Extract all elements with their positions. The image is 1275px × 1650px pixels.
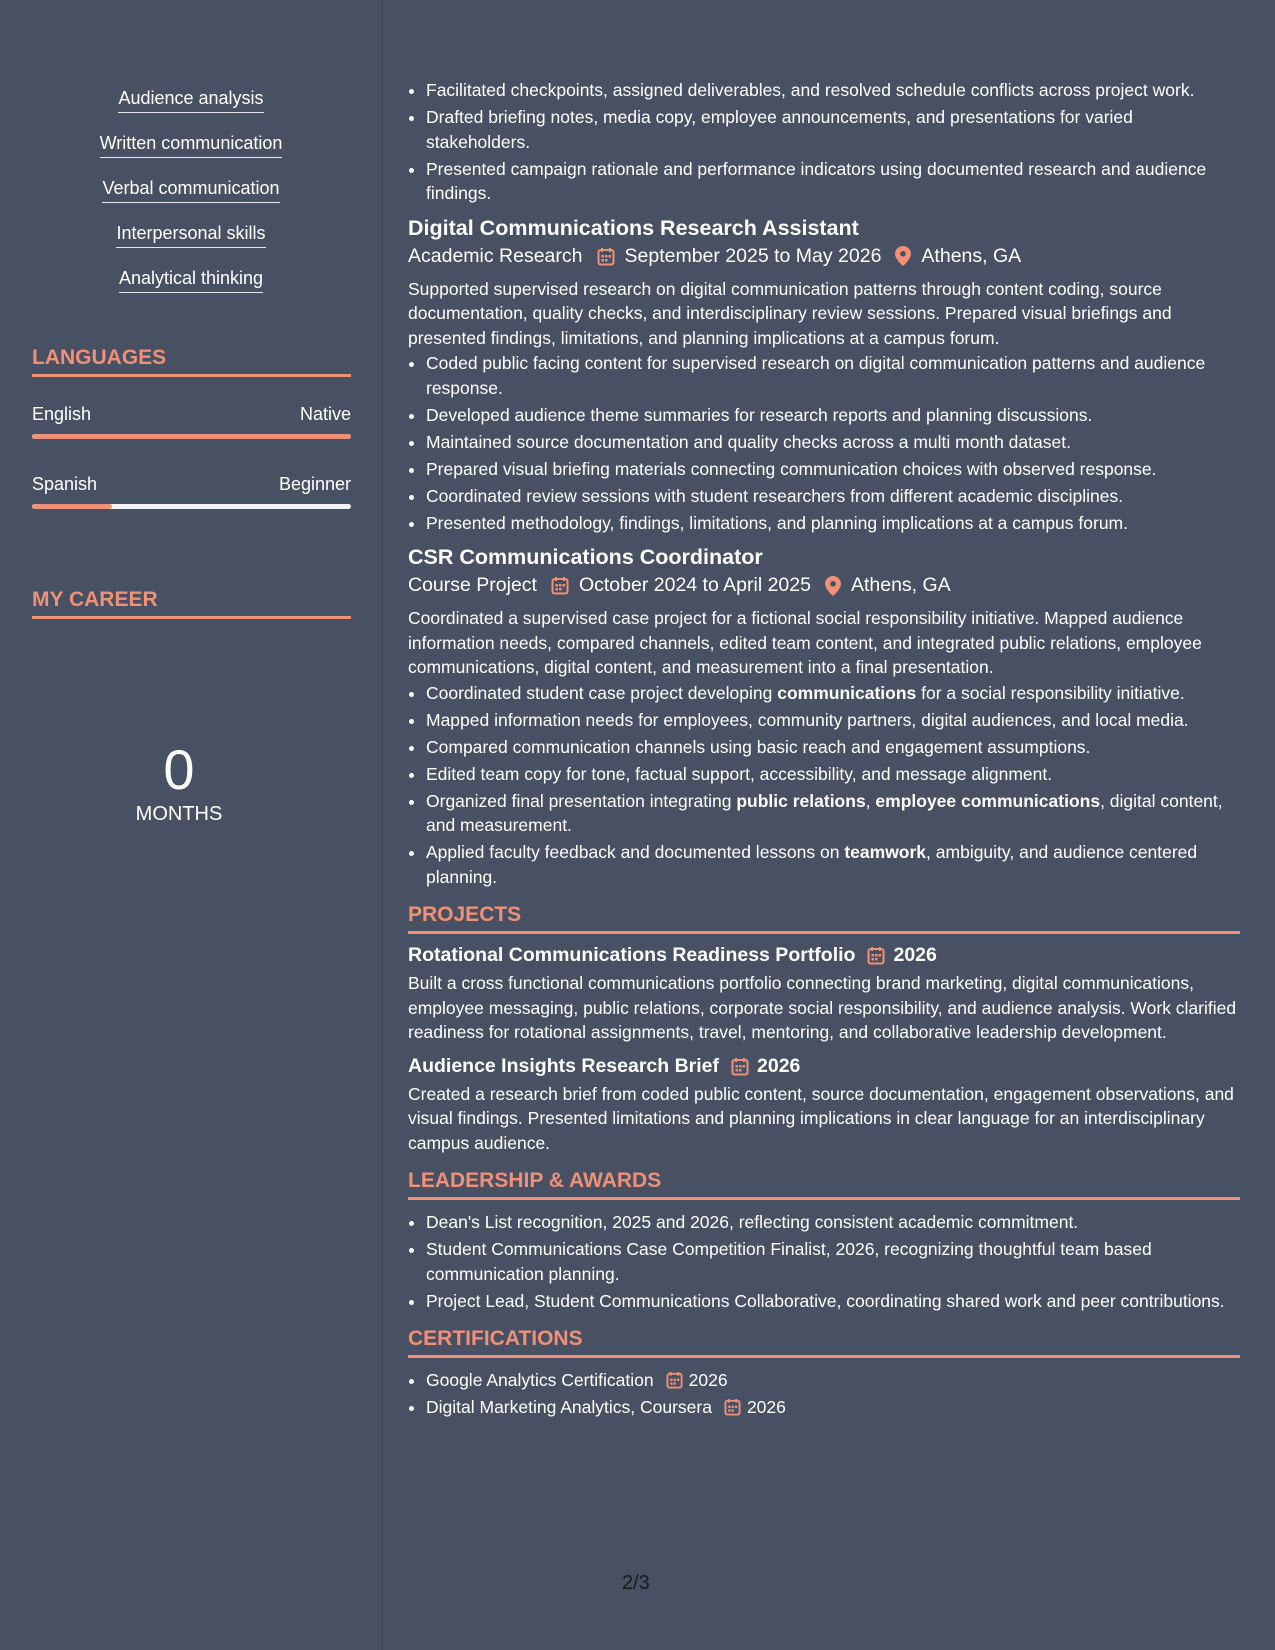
list-item: • Maintained source documentation and quality checks across a multi month dataset. bbox=[426, 430, 1240, 455]
list-item: • Project Lead, Student Communications Collaborative, coordinating shared work and peer contributions. bbox=[426, 1289, 1240, 1314]
project-description: Built a cross functional communications portfolio connecting brand marketing, digital communications, employee messaging, public relations, corporate social responsibility, and audience analysis. Work clarified readiness for rotational assignments, travel, mentoring, and collaborative leadership development. bbox=[408, 973, 1237, 1042]
job-dates: September 2025 to May 2026 bbox=[624, 244, 882, 267]
calendar-icon bbox=[731, 1057, 749, 1076]
previous-job-bullets bbox=[408, 78, 1240, 206]
bullet-text: Coordinated student case project developing bbox=[426, 682, 778, 703]
list-item: • Coordinated review sessions with student researchers from different academic disciplines. bbox=[426, 484, 1240, 509]
page-number: 2/3 bbox=[622, 1572, 650, 1594]
bullet-text: Applied faculty feedback and documented lessons on bbox=[426, 842, 845, 862]
skill-item: Audience analysis bbox=[118, 88, 263, 113]
language-proficiency-fill bbox=[32, 434, 351, 439]
skill-item: Written communication bbox=[100, 133, 283, 158]
skill-item: Interpersonal skills bbox=[116, 223, 265, 248]
certification-name: • Digital Marketing Analytics, Coursera bbox=[426, 1397, 712, 1417]
list-item bbox=[426, 1395, 1240, 1420]
job-title: CSR Communications Coordinator bbox=[408, 545, 763, 569]
list-item: • Student Communications Case Competition Finalist, 2026, recognizing thoughtful team based communication planning. bbox=[426, 1237, 1240, 1286]
certifications-list bbox=[408, 1368, 1240, 1420]
project-year: 2026 bbox=[893, 944, 937, 966]
map-pin-icon bbox=[895, 246, 911, 266]
job-location: Athens, GA bbox=[850, 574, 951, 596]
language-level: Native bbox=[299, 404, 351, 424]
language-proficiency-bar bbox=[32, 434, 351, 439]
bullet-text: for a social responsibility initiative. bbox=[916, 682, 1185, 703]
sidebar bbox=[0, 0, 383, 1650]
language-proficiency-bar bbox=[32, 504, 351, 509]
calendar-icon bbox=[597, 247, 615, 266]
project-entry bbox=[408, 1055, 1240, 1156]
job-description: Coordinated a supervised case project for a fictional social responsibility initiative. Mapped audience information needs, compared channels, edited team content, and integrated public relations, employee communications, digital content, and measurement into a final presentation. bbox=[408, 608, 1202, 677]
bullet-text: , bbox=[865, 790, 876, 811]
calendar-icon bbox=[867, 946, 885, 965]
project-title-row bbox=[408, 1055, 1240, 1078]
skill-item: Verbal communication bbox=[102, 178, 279, 203]
job-bullets bbox=[408, 351, 1240, 535]
bullet-text: , digital content, and measurement. bbox=[426, 790, 1223, 835]
job-meta bbox=[408, 245, 1240, 268]
bullet-text: Mapped information needs for employees, community partners, digital audiences, and local media. bbox=[426, 709, 1189, 730]
certification-name: • Google Analytics Certification bbox=[426, 1370, 654, 1390]
list-item bbox=[426, 681, 1240, 706]
language-english bbox=[32, 404, 351, 439]
job-dates: October 2024 to April 2025 bbox=[578, 574, 811, 596]
career-value: 0 bbox=[163, 738, 195, 801]
project-title: Rotational Communications Readiness Portfolio bbox=[408, 944, 856, 966]
main-content bbox=[408, 78, 1240, 1422]
keyword: public relations bbox=[736, 790, 866, 811]
project-title: Audience Insights Research Brief bbox=[408, 1054, 720, 1077]
list-item bbox=[426, 735, 1240, 760]
job-entry bbox=[408, 216, 1240, 536]
job-description: Supported supervised research on digital communication patterns through content coding, source documentation, quality checks, and interdisciplinary review sessions. Prepared visual briefings and presented findings, limitations, and planning implications at a campus forum. bbox=[408, 278, 1172, 348]
job-title: Digital Communications Research Assistant bbox=[408, 215, 859, 240]
career-heading: MY CAREER bbox=[32, 588, 351, 619]
job-location: Athens, GA bbox=[921, 244, 1022, 267]
project-year: 2026 bbox=[757, 1054, 801, 1077]
list-item: • Developed audience theme summaries for research reports and planning discussions. bbox=[426, 403, 1240, 428]
leadership-heading: LEADERSHIP & AWARDS bbox=[408, 1169, 1240, 1200]
list-item: • Coded public facing content for supervised research on digital communication patterns and audience response. bbox=[426, 351, 1240, 400]
list-item bbox=[426, 789, 1240, 838]
certification-year: 2026 bbox=[746, 1397, 786, 1417]
keyword: employee communications bbox=[875, 790, 1101, 811]
bullet-text: Organized final presentation integrating bbox=[426, 790, 737, 811]
language-proficiency-fill bbox=[32, 504, 112, 509]
career-summary bbox=[0, 738, 358, 826]
keyword: teamwork bbox=[844, 842, 927, 862]
job-entry bbox=[408, 545, 1240, 889]
bullet-text: , ambiguity, and audience centered planning. bbox=[426, 842, 1198, 887]
list-item bbox=[426, 762, 1240, 787]
language-name: Spanish bbox=[32, 474, 98, 494]
languages-heading: LANGUAGES bbox=[32, 346, 351, 377]
project-description: Created a research brief from coded public content, source documentation, engagement observations, and visual findings. Presented limitations and planning implications in clear language for an interdisciplinary campus audience. bbox=[408, 1083, 1234, 1153]
career-unit: MONTHS bbox=[135, 803, 223, 825]
list-item: • Facilitated checkpoints, assigned deliverables, and resolved schedule conflicts across project work. bbox=[426, 78, 1240, 103]
language-spanish bbox=[32, 474, 351, 509]
skill-item: Analytical thinking bbox=[119, 268, 263, 293]
list-item bbox=[426, 840, 1240, 889]
map-pin-icon bbox=[825, 576, 841, 596]
list-item bbox=[426, 1368, 1240, 1393]
list-item: • Presented methodology, findings, limitations, and planning implications at a campus forum. bbox=[426, 511, 1240, 536]
bullet-text: Compared communication channels using basic reach and engagement assumptions. bbox=[426, 736, 1091, 757]
bullet-text: Edited team copy for tone, factual support, accessibility, and message alignment. bbox=[426, 763, 1053, 784]
skills-list bbox=[0, 88, 382, 313]
leadership-list bbox=[408, 1210, 1240, 1313]
job-meta bbox=[408, 574, 1240, 597]
certifications-heading: CERTIFICATIONS bbox=[408, 1327, 1240, 1358]
project-entry bbox=[408, 944, 1240, 1045]
job-organization: Course Project bbox=[408, 574, 537, 596]
language-level: Beginner bbox=[278, 474, 351, 494]
calendar-icon bbox=[666, 1371, 683, 1389]
language-name: English bbox=[32, 404, 92, 424]
projects-heading: PROJECTS bbox=[408, 903, 1240, 934]
calendar-icon bbox=[551, 576, 569, 595]
list-item: • Prepared visual briefing materials connecting communication choices with observed response. bbox=[426, 457, 1240, 482]
calendar-icon bbox=[724, 1398, 741, 1416]
list-item: • Dean's List recognition, 2025 and 2026, reflecting consistent academic commitment. bbox=[426, 1210, 1240, 1235]
keyword: communications bbox=[777, 682, 917, 703]
list-item bbox=[426, 708, 1240, 733]
certification-year: 2026 bbox=[688, 1370, 728, 1390]
list-item: • Presented campaign rationale and performance indicators using documented research and audience findings. bbox=[426, 157, 1240, 206]
job-bullets bbox=[408, 681, 1240, 890]
project-title-row bbox=[408, 944, 1240, 967]
job-organization: Academic Research bbox=[408, 244, 583, 267]
list-item: • Drafted briefing notes, media copy, employee announcements, and presentations for varied stakeholders. bbox=[426, 105, 1240, 154]
